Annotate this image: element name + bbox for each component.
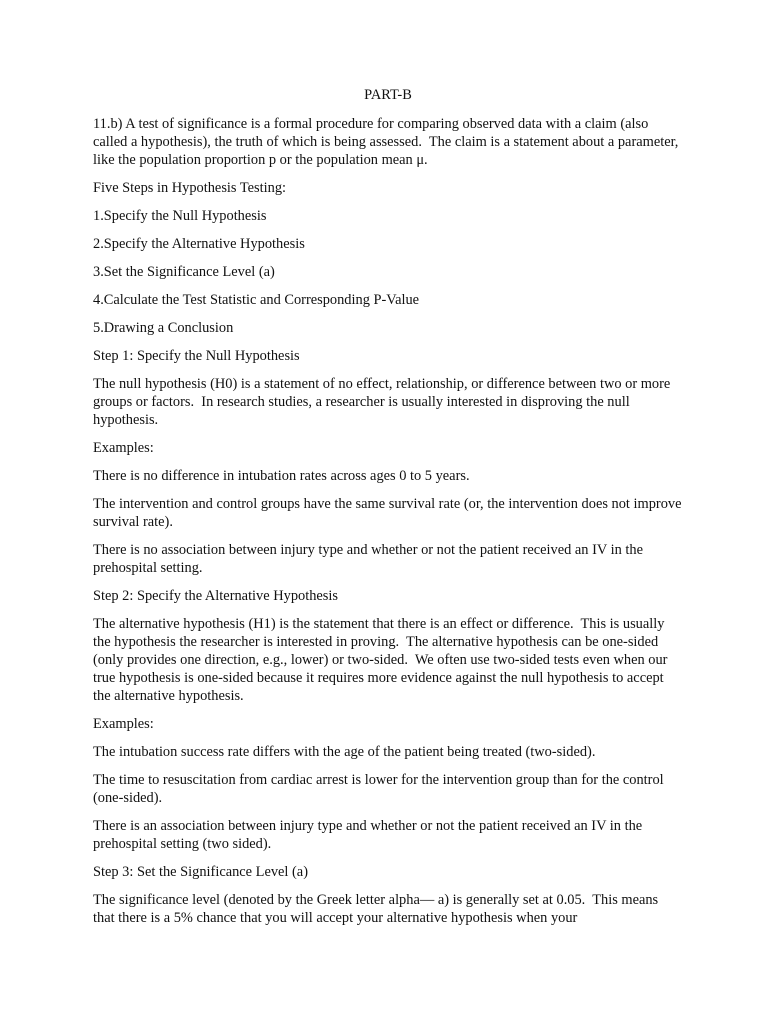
- example-paragraph: There is an association between injury type and whether or not the patient received an IV in the prehospital setting (two sided).: [93, 818, 646, 852]
- page-heading: PART-B: [364, 87, 412, 103]
- example-paragraph: There is no association between injury type and whether or not the patient received an IV in the prehospital setting.: [93, 542, 647, 576]
- section-heading: Step 1: Specify the Null Hypothesis: [93, 348, 300, 364]
- examples-label: Examples:: [93, 716, 154, 732]
- steps-title: Five Steps in Hypothesis Testing:: [93, 180, 287, 196]
- section-heading: Step 2: Specify the Alternative Hypothesis: [93, 588, 338, 604]
- example-paragraph: The time to resuscitation from cardiac arrest is lower for the intervention group than for the control (one-sided).: [93, 772, 668, 806]
- body-paragraph: The significance level (denoted by the Greek letter alpha— a) is generally set at 0.05. This means that there is a 5% chance that you will accept your alternative hypothesis when your: [93, 892, 662, 926]
- example-paragraph: There is no difference in intubation rates across ages 0 to 5 years.: [93, 468, 470, 484]
- step-list-item: 3.Set the Significance Level (a): [93, 264, 275, 280]
- examples-label: Examples:: [93, 440, 154, 456]
- example-paragraph: The intervention and control groups have the same survival rate (or, the intervention does not improve survival rate).: [93, 496, 686, 530]
- step-list-item: 4.Calculate the Test Statistic and Corresponding P-Value: [93, 292, 420, 308]
- step-list-item: 1.Specify the Null Hypothesis: [93, 208, 267, 224]
- document-page: [93, 86, 686, 937]
- body-paragraph: The null hypothesis (H0) is a statement of no effect, relationship, or difference between two or more groups or factors. In research studies, a researcher is usually interested in disproving the null hypothesis.: [93, 376, 674, 428]
- section-heading: Step 3: Set the Significance Level (a): [93, 864, 308, 880]
- example-paragraph: The intubation success rate differs with the age of the patient being treated (two-sided).: [93, 744, 596, 760]
- body-paragraph: The alternative hypothesis (H1) is the statement that there is an effect or difference. This is usually the hypothesis the researcher is interested in proving. The alternative hypothesis can be one-sided (only provides one direction, e.g., lower) or two-sided. We often use two-sided tests even when our true hypothesis is one-sided because it requires more evidence against the null hypothesis to accept the alternative hypothesis.: [93, 616, 672, 704]
- intro-paragraph: 11.b) A test of significance is a formal procedure for comparing observed data with a claim (also called a hypothesis), the truth of which is being assessed. The claim is a statement about a parameter, like the population proportion p or the population mean μ.: [93, 116, 683, 168]
- step-list-item: 5.Drawing a Conclusion: [93, 320, 234, 336]
- step-list-item: 2.Specify the Alternative Hypothesis: [93, 236, 305, 252]
